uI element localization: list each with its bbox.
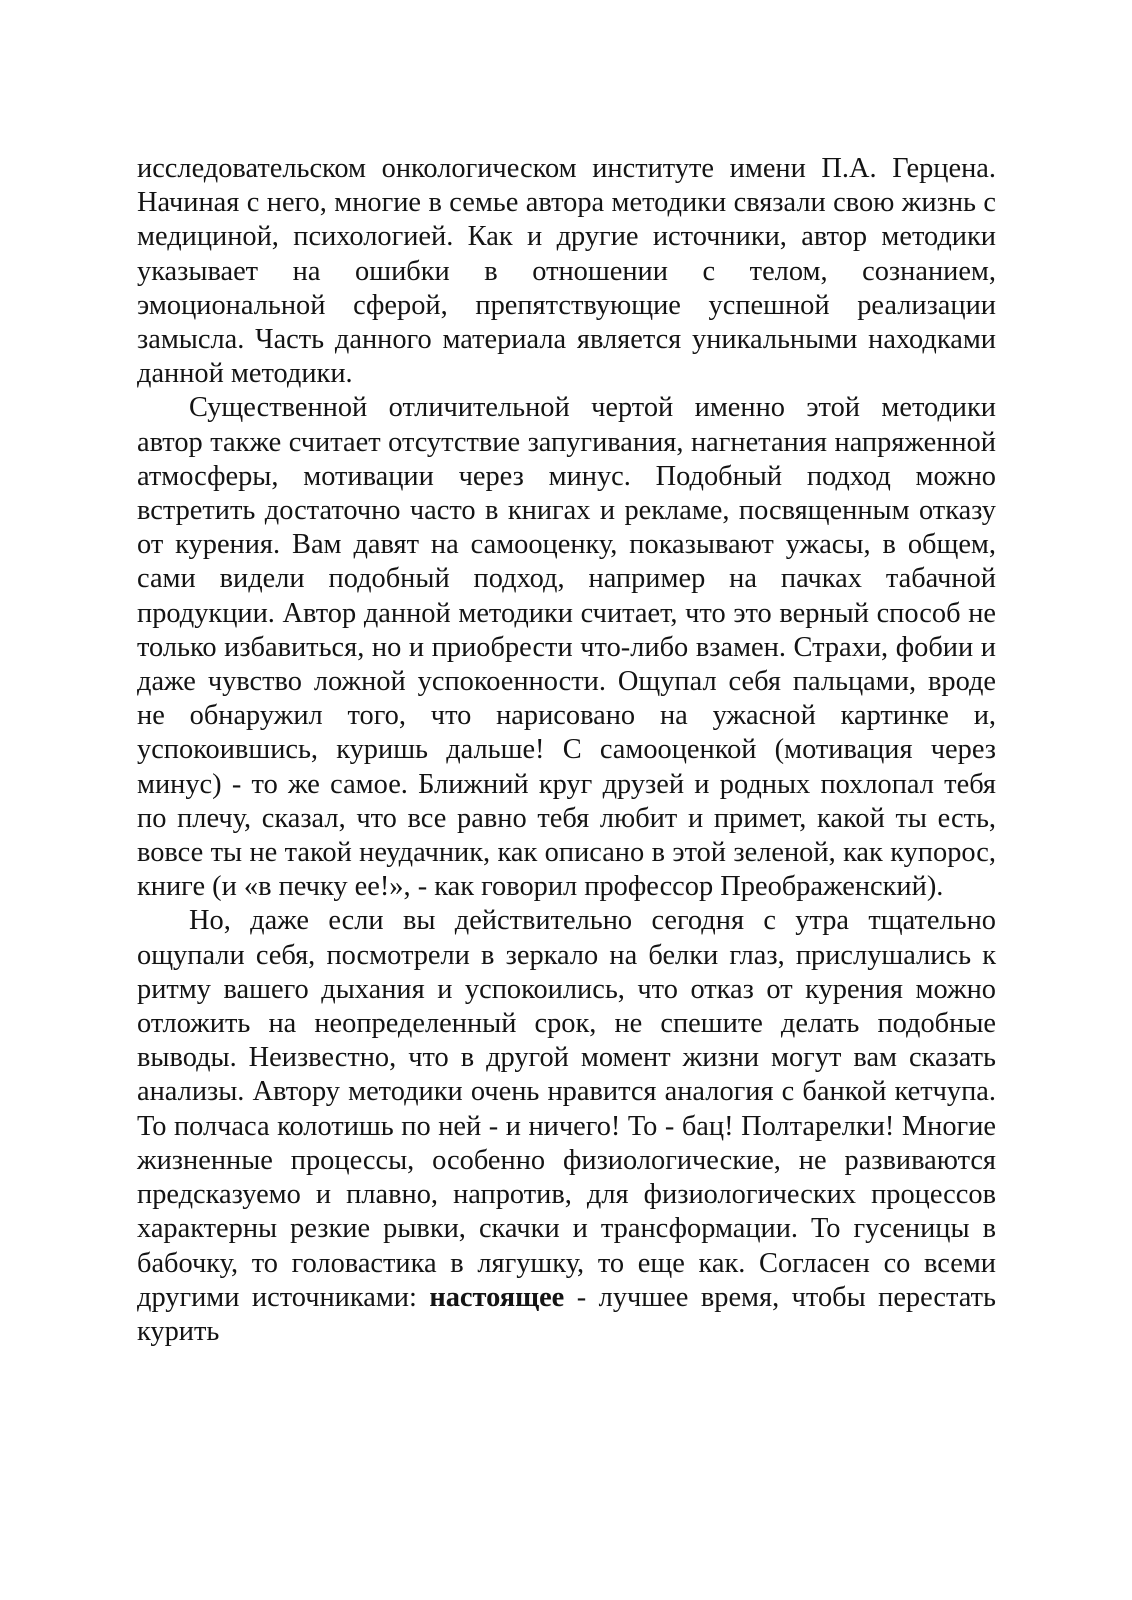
paragraph-3: [137, 904, 996, 1349]
paragraph-1-text: исследовательском онкологическом институте имени П.А. Герцена. Начиная с него, многие в семье автора методики связали свою жизнь с медициной, психологией. Как и другие источники, автор методики указывает на ошибки в отношении с телом, сознанием, эмоциональной сферой, препятствующие успешной реализации замысла. Часть данного материала является уникальными находками данной методики.: [137, 153, 996, 390]
paragraph-2: [137, 391, 996, 904]
body-text: [137, 152, 996, 1349]
paragraph-1: [137, 152, 996, 391]
paragraph-3-text-end: - лучшее время, чтобы перестать курить: [137, 1281, 996, 1347]
paragraph-3-bold-word: настоящее: [429, 1281, 565, 1313]
paragraph-3-text: Но, даже если вы действительно сегодня с утра тщательно ощупали себя, посмотрели в зеркало на белки глаз, прислушались к ритму вашего дыхания и успокоились, что отказ от курения можно отложить на неопределенный срок, не спешите делать подобные выводы. Неизвестно, что в другой момент жизни могут вам сказать анализы. Автору методики очень нравится аналогия с банкой кетчупа. То полчаса колотишь по ней - и ничего! То - бац! Полтарелки! Многие жизненные процессы, особенно физиологические, не развиваются предсказуемо и плавно, напротив, для физиологических процессов характерны резкие рывки, скачки и трансформации. То гусеницы в бабочку, то головастика в лягушку, то еще как. Согласен со всеми другими источниками:: [137, 905, 996, 1313]
paragraph-2-text: Существенной отличительной чертой именно этой методики автор также считает отсутствие запугивания, нагнетания напряженной атмосферы, мотивации через минус. Подобный подход можно встретить достаточно часто в книгах и рекламе, посвященным отказу от курения. Вам давят на самооценку, показывают ужасы, в общем, сами видели подобный подход, например на пачках табачной продукции. Автор данной методики считает, что это верный способ не только избавиться, но и приобрести что-либо взамен. Страхи, фобии и даже чувство ложной успокоенности. Ощупал себя пальцами, вроде не обнаружил того, что нарисовано на ужасной картинке и, успокоившись, куришь дальше! С самооценкой (мотивация через минус) - то же самое. Ближний круг друзей и родных похлопал тебя по плечу, сказал, что все равно тебя любит и примет, какой ты есть, вовсе ты не такой неудачник, как описано в этой зеленой, как купорос, книге (и «в печку ее!», - как говорил профессор Преображенский).: [137, 392, 996, 903]
